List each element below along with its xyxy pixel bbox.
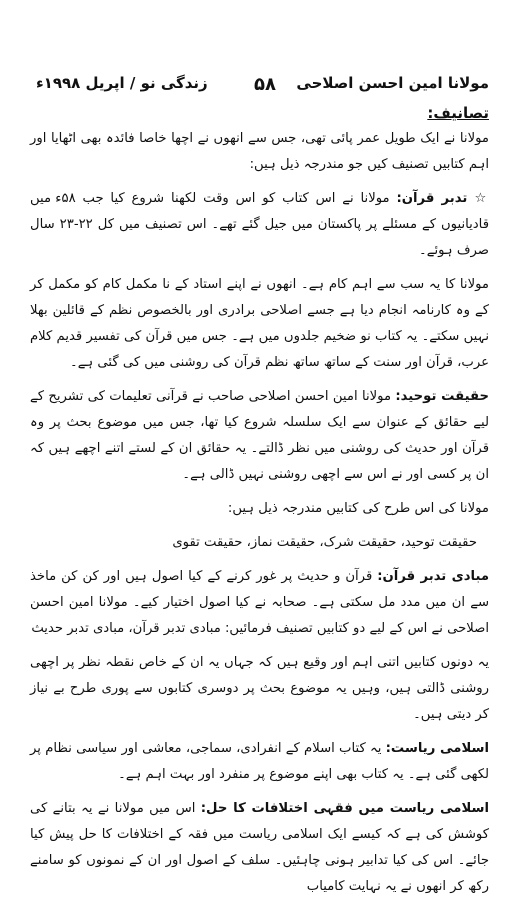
paragraph (30, 384, 489, 488)
page-number: ۵۸ (254, 74, 276, 95)
paragraph (30, 736, 489, 788)
paragraph-text: مولانا امین احسن اصلاحی صاحب نے قرآنی تعلیمات کی تشریح کے لیے حقائق کے عنوان سے ایک سلسلہ شروع کیا تھا، جس میں موضوع بحث پر وہ قرآن اور حدیث کی روشنی میں نظر ڈالتے۔ یہ حقائق ان کے لستے اتنے اچھے ہیں کہ ان پر کسی اور نے اس سے اچھی روشنی نہیں ڈالی ہے۔ (30, 389, 489, 482)
section-heading: تصانیف: (427, 104, 489, 122)
paragraph-list (30, 126, 489, 900)
magazine-issue: زندگی نو / اپریل ۱۹۹۸ء (36, 74, 208, 92)
paragraph-label: ☆ تدبر قرآن: (396, 191, 489, 206)
paragraph (30, 126, 489, 178)
paragraph-text: مولانا کی اس طرح کی کتابیں مندرجہ ذیل ہیں: (227, 501, 489, 516)
paragraph (30, 496, 489, 522)
paragraph-label: اسلامی ریاست: (385, 741, 489, 756)
paragraph-label: حقیقت توحید: (395, 389, 489, 404)
paragraph-text: مولانا نے اس کتاب کو اس وقت لکھنا شروع کیا جب ۵۸ء میں قادیانیوں کے مسئلے پر پاکستان میں جیل گئے تھے۔ اس تصنیف میں کل ۲۲-۲۳ سال صرف ہوئے۔ (30, 191, 489, 258)
paragraph (30, 272, 489, 376)
paragraph-text: حقیقت توحید، حقیقت شرک، حقیقت نماز، حقیقت تقوی (172, 535, 477, 550)
paragraph-text: مولانا نے ایک طویل عمر پائی تھی، جس سے انھوں نے اچھا خاصا فائدہ بھی اٹھایا اور اہم کتابیں تصنیف کیں جو مندرجہ ذیل ہیں: (30, 131, 489, 172)
paragraph-text: اس میں مولانا نے یہ بتانے کی کوشش کی ہے کہ کیسے ایک اسلامی ریاست میں فقہ کے اختلافات کا حل پیش کیا جائے۔ اس کی کیا تدابیر ہونی چاہئیں۔ سلف کے اصول اور ان کے نمونوں کو سامنے رکھ کر انھوں نے یہ نہایت کامیاب (30, 801, 489, 894)
header-title: مولانا امین احسن اصلاحی (296, 74, 489, 92)
paragraph (30, 564, 489, 642)
paragraph-label: مبادی تدبر قرآن: (377, 569, 490, 584)
paragraph-text: قرآن و حدیث پر غور کرنے کے کیا اصول ہیں اور کن کن ماخذ سے ان میں مدد مل سکتی ہے۔ صحابہ نے کیا اصول اختیار کیے۔ مولانا امین احسن اصلاحی نے اس کے لیے دو کتابیں تصنیف فرمائیں: مبادی تدبر قرآن، مبادی تدبر حدیث (30, 569, 489, 636)
running-header (36, 74, 489, 104)
paragraph-text: مولانا کا یہ سب سے اہم کام ہے۔ انھوں نے اپنے استاد کے نا مکمل کام کو مکمل کر کے وہ کارنامہ انجام دیا ہے جسے اصلاحی برادری اور بالخصوص نظم کے قائلین بھلا نہیں سکتے۔ یہ کتاب نو ضخیم جلدوں میں ہے۔ جس میں قرآن کی تفسیر قدیم کلام عرب، قرآن اور سنت کے ساتھ ساتھ نظم قرآن کی روشنی میں کی گئی ہے۔ (30, 277, 489, 370)
paragraph (30, 796, 489, 900)
paragraph-text: یہ دونوں کتابیں اتنی اہم اور وقیع ہیں کہ جہاں یہ ان کے خاص نقطہ نظر پر اچھی روشنی ڈالتی ہیں، وہیں یہ موضوع بحث پر دوسری کتابوں سے پوری طرح بے نیاز کر دیتی ہیں۔ (30, 655, 489, 722)
paragraph (30, 650, 489, 728)
paragraph (30, 186, 489, 264)
paragraph-text: یہ کتاب اسلام کے انفرادی، سماجی، معاشی اور سیاسی نظام پر لکھی گئی ہے۔ یہ کتاب بھی اپنے موضوع پر منفرد اور بہت اہم ہے۔ (30, 741, 489, 782)
paragraph-label: اسلامی ریاست میں فقہی اختلافات کا حل: (200, 801, 489, 816)
article-body (30, 104, 489, 908)
paragraph (30, 530, 489, 556)
